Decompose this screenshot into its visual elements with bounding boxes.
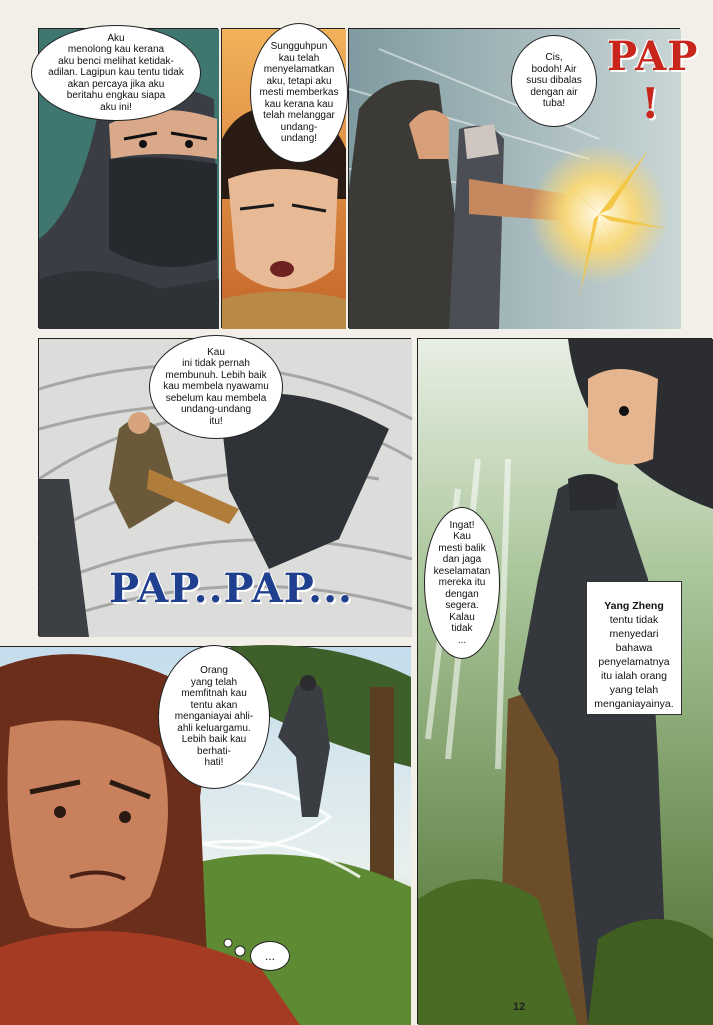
- panel-6: [0, 646, 411, 1024]
- sound-effect-pap-pap: PAP..PAP...: [109, 565, 353, 612]
- speech-bubble: Cis, bodoh! Air susu dibalas dengan air tuba!: [511, 35, 597, 127]
- speech-bubble: Orang yang telah memfitnah kau tentu akan menganiayai ahli- ahli keluargamu. Lebih baik kau berhati- hati!: [158, 645, 270, 789]
- panel-2: [221, 28, 345, 328]
- panel-4: [38, 338, 411, 636]
- sound-effect-pap: PAP: [607, 33, 699, 80]
- caption-text: tentu tidak menyedari bahawa penyelamatnya itu ialah orang yang telah menganiayainya.: [594, 614, 674, 710]
- page-number: 12: [513, 1001, 526, 1013]
- narration-caption: [586, 581, 682, 715]
- sound-effect-exclamation: !: [641, 79, 661, 128]
- speech-bubble: Aku menolong kau kerana aku benci melihat ketidak- adilan. Lagipun kau tentu tidak akan percaya jika aku beritahu engkau siapa aku ini!: [31, 25, 201, 121]
- thought-bubble: ...: [250, 941, 290, 971]
- panel-1: [38, 28, 218, 328]
- panel-5: [417, 338, 712, 1024]
- speech-bubble: Ingat! Kau mesti balik dan jaga keselamatan mereka itu dengan segera. Kalau tidak ...: [424, 507, 500, 659]
- speech-bubble: Sungguhpun kau telah menyelamatkan aku, tetapi aku mesti memberkas kau kerana kau telah melanggar undang- undang!: [250, 23, 348, 163]
- panel-3: [348, 28, 699, 328]
- caption-name: Yang Zheng: [604, 600, 664, 612]
- speech-bubble: Kau ini tidak pernah membunuh. Lebih baik kau membela nyawamu sebelum kau membela undang-undang itu!: [149, 335, 283, 439]
